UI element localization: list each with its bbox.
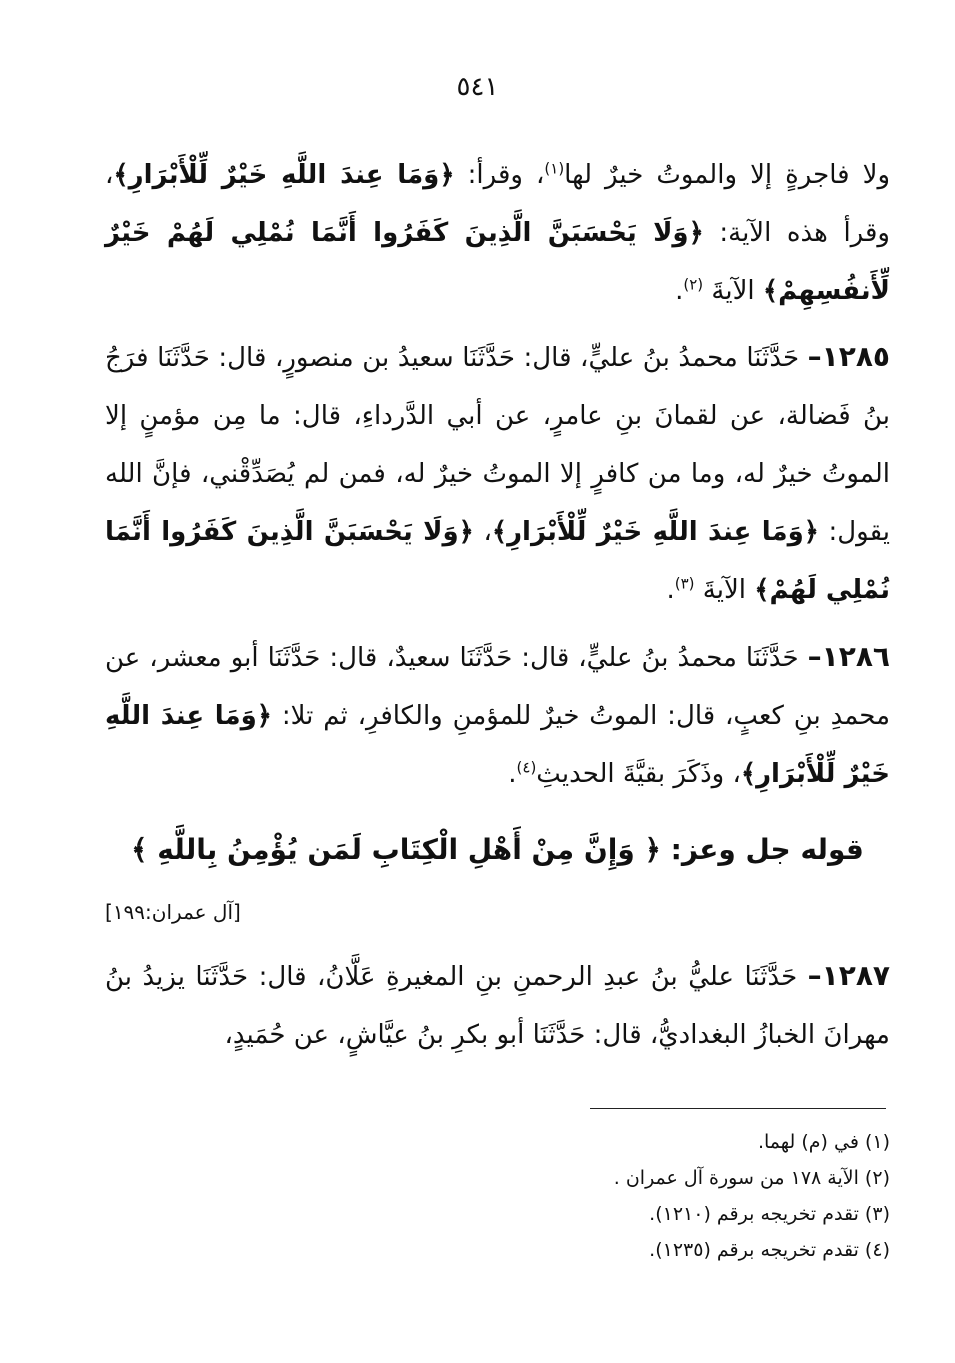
hadith-text <box>105 628 890 803</box>
text-segment: الآيةَ <box>703 276 763 306</box>
hadith-1285 <box>105 328 890 619</box>
text-segment: ، وقرأ: <box>454 160 545 190</box>
hadith-number: ١٢٨٧– <box>807 959 890 992</box>
hadith-number: ١٢٨٦– <box>807 640 890 673</box>
hadith-1287 <box>105 947 890 1064</box>
footnote-item: (٢) الآية ١٧٨ من سورة آل عمران . <box>613 1167 890 1189</box>
paragraph-continuation <box>105 146 890 320</box>
hadith-number: ١٢٨٥– <box>807 340 890 373</box>
text-segment: حَدَّثَنَا محمدُ بنُ عليٍّ، قال: حَدَّثَنَا سعيدٌ، قال: حَدَّثَنَا أبو معشر، عن محمدِ بنِ كعبٍ، قال: الموتُ خيرٌ للمؤمنِ والكافرِ، ثم تلا: <box>105 643 890 731</box>
quran-quote: ﴿وَمَا عِندَ اللَّهِ خَيْرٌ لِّلْأَبْرَارِ﴾ <box>105 701 890 789</box>
text-segment: ، <box>473 517 492 547</box>
page-number: ٥٤١ <box>456 72 499 102</box>
quran-quote: ﴿وَلَا يَحْسَبَنَّ الَّذِينَ كَفَرُوا أَنَّمَا نُمْلِي لَهُمْ﴾ <box>105 517 890 605</box>
text-segment: ، وذَكَرَ بقيَّةَ الحديثِ <box>536 759 741 789</box>
text-segment: ولا فاجرةٍ إلا والموتُ خيرٌ لها <box>564 160 891 190</box>
footnotes <box>105 1124 890 1268</box>
footnote-item: (٤) تقدم تخريجه برقم (١٢٣٥). <box>649 1239 890 1261</box>
footnote-marker: (١) <box>544 159 565 178</box>
quran-quote: ﴿وَمَا عِندَ اللَّهِ خَيْرٌ لِّلْأَبْرَارِ﴾ <box>113 160 455 190</box>
paragraph-text <box>105 146 890 320</box>
text-segment: . <box>508 759 517 789</box>
footnote-divider <box>590 1108 886 1109</box>
quran-quote: ﴿وَمَا عِندَ اللَّهِ خَيْرٌ لِّلْأَبْرَارِ﴾ <box>491 517 819 547</box>
verse-reference: [آل عمران:١٩٩] <box>105 900 241 924</box>
text-segment: ، وقرأ هذه الآية: <box>105 160 890 248</box>
footnote-marker: (٤) <box>516 758 537 777</box>
hadith-text <box>105 947 890 1064</box>
text-segment: حَدَّثَنَا عليُّ بنُ عبدِ الرحمنِ بنِ المغيرةِ عَلَّانُ، قال: حَدَّثَنَا يزيدُ بنُ مهرانَ الخبازُ البغداديُّ، قال: حَدَّثَنَا أبو بكرِ بنُ عيَّاشٍ، عن حُمَيدٍ، <box>105 962 890 1050</box>
text-segment: . <box>666 575 675 605</box>
footnote-item: (٣) تقدم تخريجه برقم (١٢١٠). <box>649 1203 890 1225</box>
text-segment: الآيةَ <box>694 575 755 605</box>
footnote-marker: (٣) <box>674 574 695 593</box>
footnote-marker: (٢) <box>683 275 704 294</box>
hadith-1286 <box>105 628 890 803</box>
footnote-item: (١) في (م) لهما. <box>757 1131 890 1153</box>
quran-quote: ﴿وَلَا يَحْسَبَنَّ الَّذِينَ كَفَرُوا أَنَّمَا نُمْلِي لَهُمْ خَيْرٌ لِّأَنفُسِهِمْ﴾ <box>105 218 890 306</box>
section-heading: قوله جل وعز: ﴿ وَإِنَّ مِنْ أَهْلِ الْكِتَابِ لَمَن يُؤْمِنُ بِاللَّهِ ﴾ <box>131 833 864 866</box>
hadith-text <box>105 328 890 619</box>
text-segment: حَدَّثَنَا محمدُ بنُ عليٍّ، قال: حَدَّثَنَا سعيدُ بن منصورٍ، قال: حَدَّثَنَا فرَجُ بنُ فَضالة، عن لقمانَ بنِ عامرٍ، عن أبي الدَّرداءِ، قال: ما مِن مؤمنٍ إلا الموتُ خيرٌ له، وما من كافرٍ إلا الموتُ خيرٌ له، فمن لم يُصَدِّقْني، فإنَّ الله يقول: <box>105 343 891 547</box>
text-segment: . <box>675 276 684 306</box>
